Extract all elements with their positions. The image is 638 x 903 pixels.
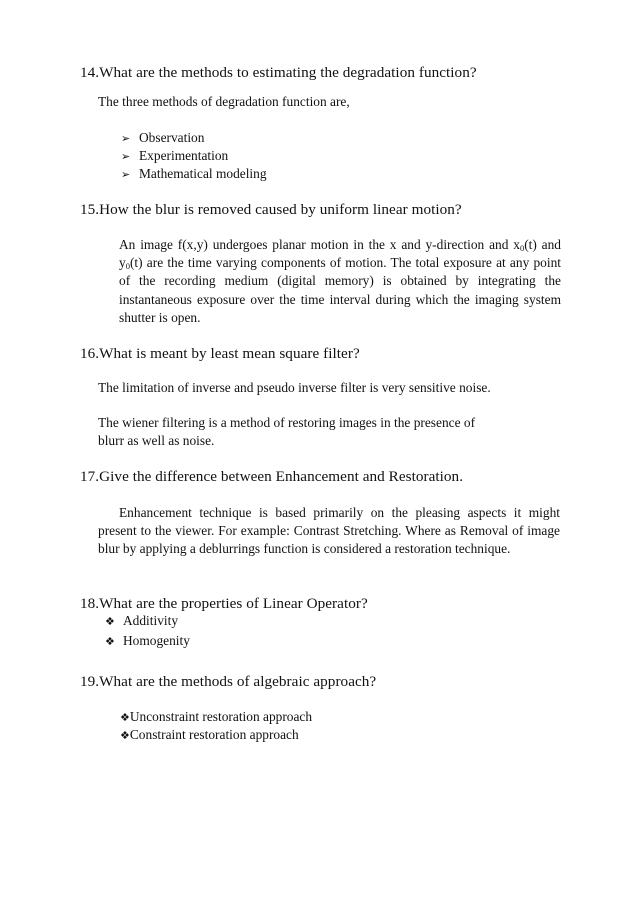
question-17-heading: 17.Give the difference between Enhancement and Restoration. <box>80 468 464 485</box>
q17-paragraph: Enhancement technique is based primarily on the pleasing aspects it might present to the viewer. For example: Contrast Stretching. Where as Removal of image blur by applying a deblurrings function is considered a restoration technique. <box>98 505 560 557</box>
q19-list-item: ❖Unconstraint restoration approach <box>120 709 313 724</box>
q15-paragraph: An image f(x,y) undergoes planar motion in the x and y-direction and $x_0(t)$ and $y_0(t)$ are the time varying components of motion. The total exposure at any point of the recording medium (digital memory) is obtained by integrating the instantaneous exposure over the time interval during which the imaging system shutter is open. <box>119 237 561 325</box>
q14-list-item: ➢ Observation <box>121 130 205 145</box>
question-15-heading: 15.How the blur is removed caused by uniform linear motion? <box>80 201 462 218</box>
q16-paragraph-1: The limitation of inverse and pseudo inverse filter is very sensitive noise. <box>98 380 491 395</box>
q14-intro: The three methods of degradation function are, <box>98 94 350 109</box>
arrow-bullet-icon: ➢ <box>121 132 131 145</box>
diamond-bullet-icon: ❖ <box>120 711 130 724</box>
q19-list-item: ❖Constraint restoration approach <box>120 727 299 742</box>
arrow-bullet-icon: ➢ <box>121 168 131 181</box>
q18-list-item: ❖ Homogenity <box>105 633 190 648</box>
question-19-heading: 19.What are the methods of algebraic approach? <box>80 673 377 690</box>
question-14-heading: 14.What are the methods to estimating the degradation function? <box>80 64 477 81</box>
q16-paragraph-2-line-2: blurr as well as noise. <box>98 433 215 448</box>
question-16-heading: 16.What is meant by least mean square filter? <box>80 345 360 362</box>
diamond-bullet-icon: ❖ <box>105 615 115 628</box>
question-18-heading: 18.What are the properties of Linear Operator? <box>80 595 368 612</box>
q18-list-item: ❖ Additivity <box>105 613 179 628</box>
diamond-bullet-icon: ❖ <box>120 729 130 742</box>
q14-list-item: ➢ Mathematical modeling <box>121 166 267 181</box>
q16-paragraph-2-line-1: The wiener filtering is a method of restoring images in the presence of <box>98 415 476 430</box>
diamond-bullet-icon: ❖ <box>105 635 115 648</box>
q14-list-item: ➢ Experimentation <box>121 148 229 163</box>
arrow-bullet-icon: ➢ <box>121 150 131 163</box>
